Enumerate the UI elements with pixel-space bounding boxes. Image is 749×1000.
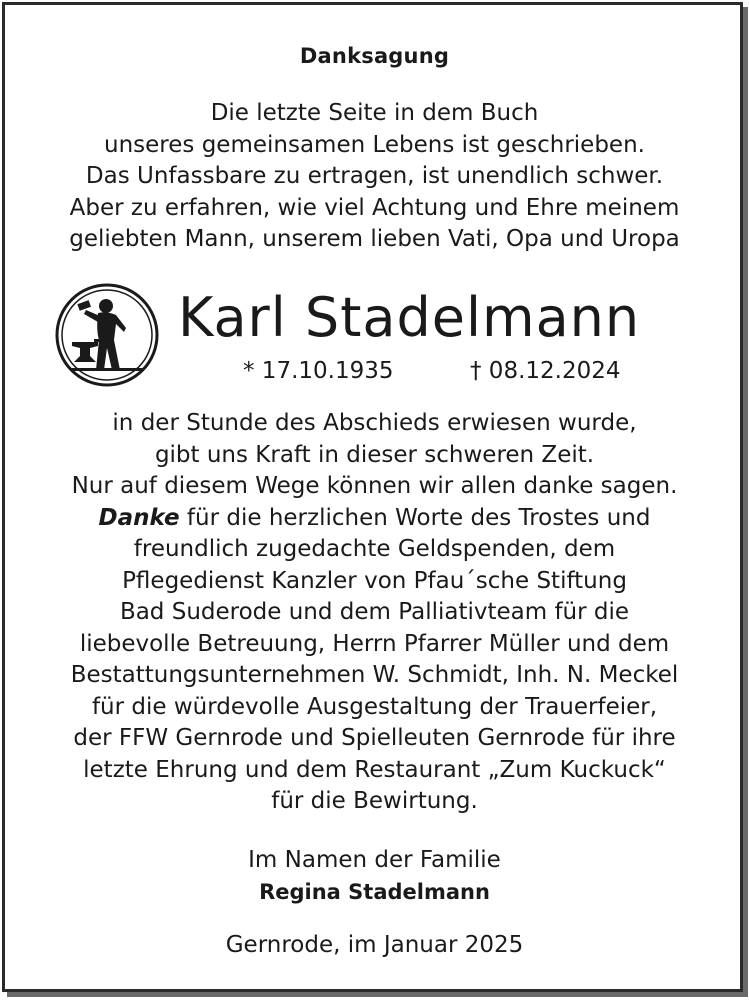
intro-line: Aber zu erfahren, wie viel Achtung und Ehre meinem [69,194,680,221]
intro-line: unseres gemeinsamen Lebens ist geschrieben. [104,131,645,158]
place-date: Gernrode, im Januar 2025 [225,932,524,958]
body-line: für die Bewirtung. [271,788,478,814]
death-date: † 08.12.2024 [470,358,621,384]
intro-line: Das Unfassbare zu ertragen, ist unendlich schwer. [85,163,664,189]
body-line: der FFW Gernrode und Spielleuten Gernrode für ihre [73,725,676,751]
body-line: Bad Suderode und dem Palliativteam für die [119,599,630,625]
body-line: Nur auf diesem Wege können wir allen danke sagen. [71,473,678,499]
intro-line: geliebten Mann, unserem lieben Vati, Opa und Uropa [69,226,680,252]
body-line: gibt uns Kraft in dieser schweren Zeit. [154,441,595,468]
deceased-name: Karl Stadelmann [178,286,641,349]
danke-rest: für die herzlichen Worte des Trostes und [179,504,651,531]
signoff-line: Im Namen der Familie [248,847,501,873]
body-line: letzte Ehrung und dem Restaurant „Zum Kuckuck“ [83,756,666,783]
intro-line: Die letzte Seite in dem Buch [210,100,539,126]
body-line: Pflegedienst Kanzler von Pfau´sche Stiftung [122,567,627,594]
body-line: freundlich zugedachte Geldspenden, dem [133,536,616,562]
danke-word: Danke [98,504,180,531]
body-line: Bestattungsunternehmen W. Schmidt, Inh. N. Meckel [70,662,679,688]
signer-name: Regina Stadelmann [259,879,490,904]
danke-line [0,503,749,535]
blacksmith-emblem-icon [54,282,160,388]
intro-text [0,98,749,256]
body-text [0,408,749,818]
signoff [0,845,749,908]
birth-date: * 17.10.1935 [243,358,394,384]
notice-heading: Danksagung [299,44,450,68]
body-line: in der Stunde des Abschieds erwiesen wurde, [112,410,637,436]
body-line: liebevolle Betreuung, Herrn Pfarrer Müller und dem [79,630,670,657]
body-line: für die würdevolle Ausgestaltung der Trauerfeier, [91,693,658,720]
